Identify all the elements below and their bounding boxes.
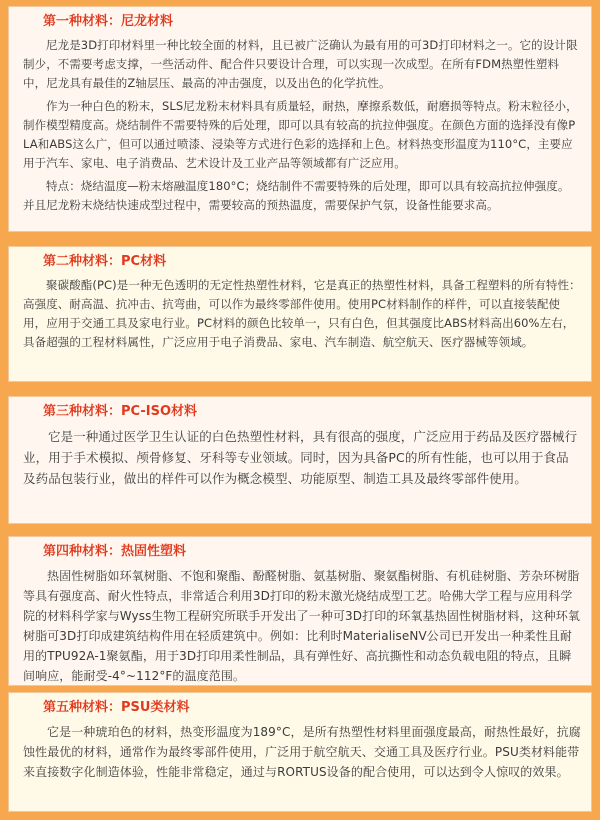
section-pc-iso	[8, 396, 592, 524]
section-psu	[8, 692, 592, 812]
section-paragraph: 作为一种白色的粉末，SLS尼龙粉末材料具有质量轻，耐热，摩擦系数低，耐磨损等特点。粉末粒径小，制作模型精度高。烧结制件不需要特殊的后处理，即可以具有较高的抗拉伸强度。在颜色方面的选择没有像PLA和ABS这么广，但可以通过喷漆、浸染等方式进行色彩的选择和上色。材料热变形温度为110°C，主要应用于汽车、家电、电子消费品、艺术设计及工业产品等领域都有广泛应用。	[23, 99, 578, 170]
section-nylon	[8, 6, 592, 232]
section-title: 第四种材料：热固性塑料	[43, 544, 187, 559]
section-paragraph: 它是一种琥珀色的材料，热变形温度为189°C，是所有热塑性材料里面强度最高，耐热性最好，抗腐蚀性最优的材料，通常作为最终零部件使用，广泛用于航空航天、交通工具及医疗行业。PSU类材料能带来直接数字化制造体验，性能非常稳定，通过与RORTUS设备的配合使用，可以达到令人惊叹的效果。	[23, 725, 581, 779]
section-title: 第二种材料：PC材料	[43, 254, 167, 269]
section-title: 第一种材料：尼龙材料	[43, 14, 174, 29]
section-title: 第三种材料：PC-ISO材料	[43, 404, 198, 419]
section-thermoset	[8, 536, 592, 686]
section-paragraph: 它是一种通过医学卫生认证的白色热塑性材料，具有很高的强度，广泛应用于药品及医疗器械行业，用于手术模拟、颅骨修复、牙科等专业领域。同时，因为具备PC的所有性能，也可以用于食品及药品包装行业，做出的样件可以作为概念模型、功能原型、制造工具及最终零部件使用。	[23, 429, 578, 486]
section-paragraph: 聚碳酸酯(PC)是一种无色透明的无定性热塑性材料，它是真正的热塑性材料，具备工程塑料的所有特性：高强度、耐高温、抗冲击、抗弯曲，可以作为最终零部件使用。使用PC材料制作的样件，可以直接装配使用，应用于交通工具及家电行业。PC材料的颜色比较单一，只有白色，但其强度比ABS材料高出60%左右，具备超强的工程材料属性，广泛应用于电子消费品、家电、汽车制造、航空航天、医疗器械等领域。	[23, 278, 581, 349]
section-pc	[8, 246, 592, 382]
section-paragraph: 特点：烧结温度—粉末熔融温度180°C；烧结制件不需要特殊的后处理，即可以具有较高抗拉伸强度。并且尼龙粉末烧结快速成型过程中，需要较高的预热温度，需要保护气氛，设备性能要求高。	[23, 179, 570, 212]
section-title: 第五种材料：PSU类材料	[43, 700, 190, 715]
section-paragraph: 热固性树脂如环氧树脂、不饱和聚酯、酚醛树脂、氨基树脂、聚氨酯树脂、有机硅树脂、芳杂环树脂等具有强度高、耐火性特点，非常适合利用3D打印的粉末激光烧结成型工艺。哈佛大学工程与应用科学院的材料科学家与Wyss生物工程研究所联手开发出了一种可3D打印的环氧基热固性树脂材料，这种环氧树脂可3D打印成建筑结构件用在轻质建筑中。例如：比利时MaterialiseNV公司已开发出一种柔性且耐用的TPU92A-1聚氨酯，用于3D打印用柔性制品，具有弹性好、高抗撕性和动态负载电阻的特点，且瞬间响应，能耐受-4°~112°F的温度范围。	[23, 569, 580, 683]
section-paragraph: 尼龙是3D打印材料里一种比较全面的材料，且已被广泛确认为最有用的可3D打印材料之一。它的设计限制少，不需要考虑支撑，一些活动件、配合件只要设计合理，可以实现一次成型。在所有FDM热塑性塑料中，尼龙具有最佳的Z轴层压、最高的冲击强度，以及出色的化学抗性。	[23, 38, 578, 90]
